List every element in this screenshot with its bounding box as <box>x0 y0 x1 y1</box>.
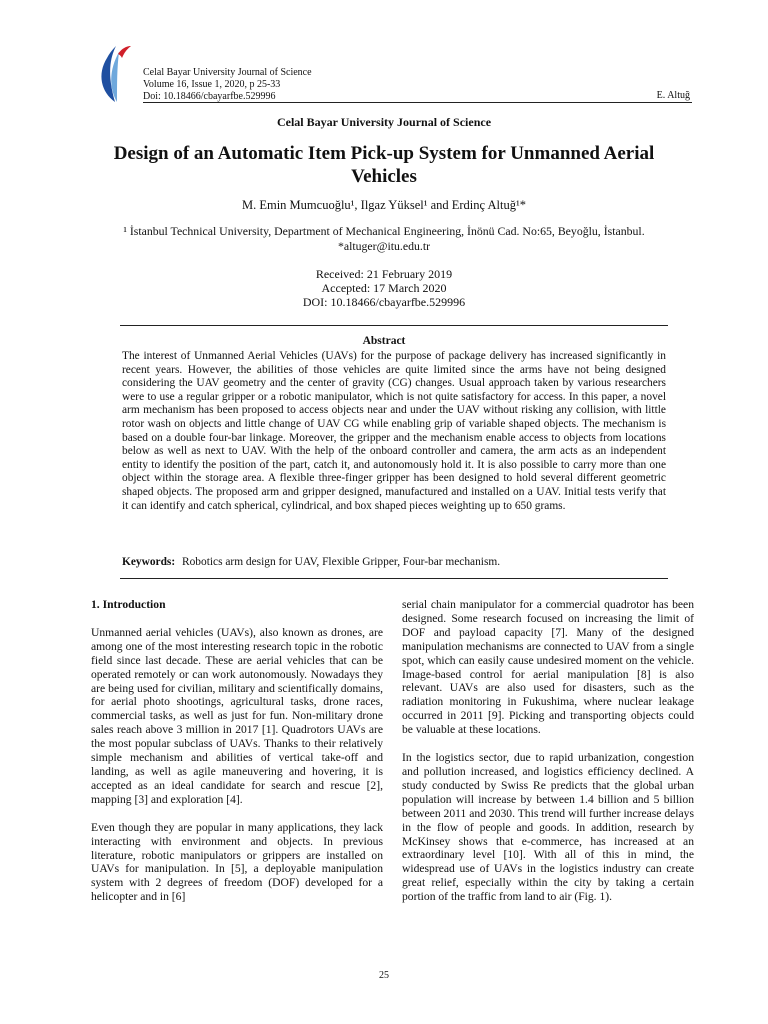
running-author: E. Altuğ <box>656 90 690 101</box>
dates-block <box>0 267 768 309</box>
abstract-heading: Abstract <box>362 335 406 347</box>
doi: DOI: 10.18466/cbayarfbe.529996 <box>302 295 466 309</box>
received-date: Received: 21 February 2019 <box>315 267 453 281</box>
right-column <box>402 598 694 918</box>
paragraph: In the logistics sector, due to rapid urbanization, congestion and pollution increased, and logistics efficiency declined. A study conducted by Swiss Re predicts that the global urban population will increase by between 1.4 billion and 5 billion between 2011 and 2030. This trend will further increase delays in the flow of people and goods. In addition, research by McKinsey shows that e-commerce, has increased at an extraordinary level [10]. With all of this in mind, the widespread use of UAVs in the logistics industry can create great relief, especially within the city by taking a certain portion of the traffic from land to air (Fig. 1). <box>402 751 694 904</box>
keywords-text: Robotics arm design for UAV, Flexible Gripper, Four-bar mechanism. <box>182 556 501 568</box>
header-divider <box>143 102 692 103</box>
affiliation: ¹ İstanbul Technical University, Department of Mechanical Engineering, İnönü Cad. No:65, Beyoğlu, İstanbul. <box>123 224 645 238</box>
affiliation-block <box>0 224 768 254</box>
abstract-text: The interest of Unmanned Aerial Vehicles (UAVs) for the purpose of package delivery has increased significantly in recent years. However, the abilities of those vehicles are quite limited since the arms have not being designed considering the UAV geometry and the center of gravity (CG) changes. Usual approach taken by various researchers were to use a regular gripper or a robotic manipulator, which is not quite satisfactory for access. In this paper, a novel arm mechanism has been proposed to access objects near and under the UAV without risking any collision, with little rotor wash on objects and little change of UAV CG while enabling grip of variable shaped objects. The mechanism is based on a double four-bar linkage. Moreover, the gripper and the mechanism enable access to objects from locations below as well as next to UAV. With the help of the onboard controller and camera, the arm acts as an independent entity to identify the position of the part, catch it, and autonomously hold it. It is also possible to carry more than one object within the storage area. A flexible three-finger gripper has been designed to hold several different geometric shaped objects. The proposed arm and gripper designed, manufactured and installed on a UAV. Initial tests verify that it can identify and catch spherical, cylindrical, and box shaped pieces weighting up to 650 grams. <box>122 350 666 512</box>
paragraph: serial chain manipulator for a commercial quadrotor has been designed. Some research focused on increasing the limit of DOF and payload capacity [7]. Many of the designed manipulation mechanisms are connected to UAV from a single spot, which can easily cause undesired moment on the vehicle. Image-based control for aerial manipulation [8] is also relevant. UAVs are also used for disasters, such as the radiation monitoring in Fukushima, where nuclear leakage occurred in 2011 [9]. Picking and transporting objects could be valuable at these locations. <box>402 598 694 737</box>
journal-name: Celal Bayar University Journal of Science <box>276 115 492 129</box>
journal-logo-icon <box>95 44 137 104</box>
left-column <box>91 598 383 918</box>
journal-meta-name: Celal Bayar University Journal of Science <box>143 67 312 78</box>
paragraph: Unmanned aerial vehicles (UAVs), also known as drones, are among one of the most interesting research topic in the robotic field since last decade. These are aerial vehicles that can be operated remotely or can work autonomously. Nowadays they are being used for civilian, military and scientifically domains, for aerial photo shootings, agricultural tasks, drone races, commercial tasks, as well as just for fun. Non-military drone sales reach above 3 million in 2017 [1]. Quadrotors UAVs are the most popular subclass of UAVs. Thanks to their relatively simple mechanism and abilities of vertical take-off and landing, as well as agile maneuvering and hovering, it is accepted as an ideal candidate for search and rescue [2], mapping [3] and exploration [4]. <box>91 625 383 806</box>
journal-meta-doi: Doi: 10.18466/cbayarfbe.529996 <box>143 91 276 102</box>
journal-meta-volume: Volume 16, Issue 1, 2020, p 25-33 <box>143 79 281 90</box>
paper-title: Design of an Automatic Item Pick-up System for Unmanned Aerial Vehicles <box>113 143 655 187</box>
keywords-label: Keywords: <box>122 556 176 568</box>
journal-meta <box>143 67 312 103</box>
accepted-date: Accepted: 17 March 2020 <box>321 281 447 295</box>
abstract-bottom-rule <box>120 578 668 579</box>
paragraph: Even though they are popular in many applications, they lack interacting with environment and objects. In previous literature, robotic manipulators or grippers are installed on UAVs for manipulation. In [5], a deployable manipulation system with 2 degrees of freedom (DOF) developed for a helicopter and in [6] <box>91 820 383 904</box>
keywords-line <box>122 556 666 568</box>
author-list: M. Emin Mumcuoğlu¹, Ilgaz Yüksel¹ and Erdinç Altuğ¹* <box>241 198 526 212</box>
abstract-top-rule <box>120 325 668 326</box>
page-number: 25 <box>379 970 389 981</box>
section-heading-introduction: 1. Introduction <box>91 598 166 611</box>
corresponding-email: *altuger@itu.edu.tr <box>337 239 431 253</box>
